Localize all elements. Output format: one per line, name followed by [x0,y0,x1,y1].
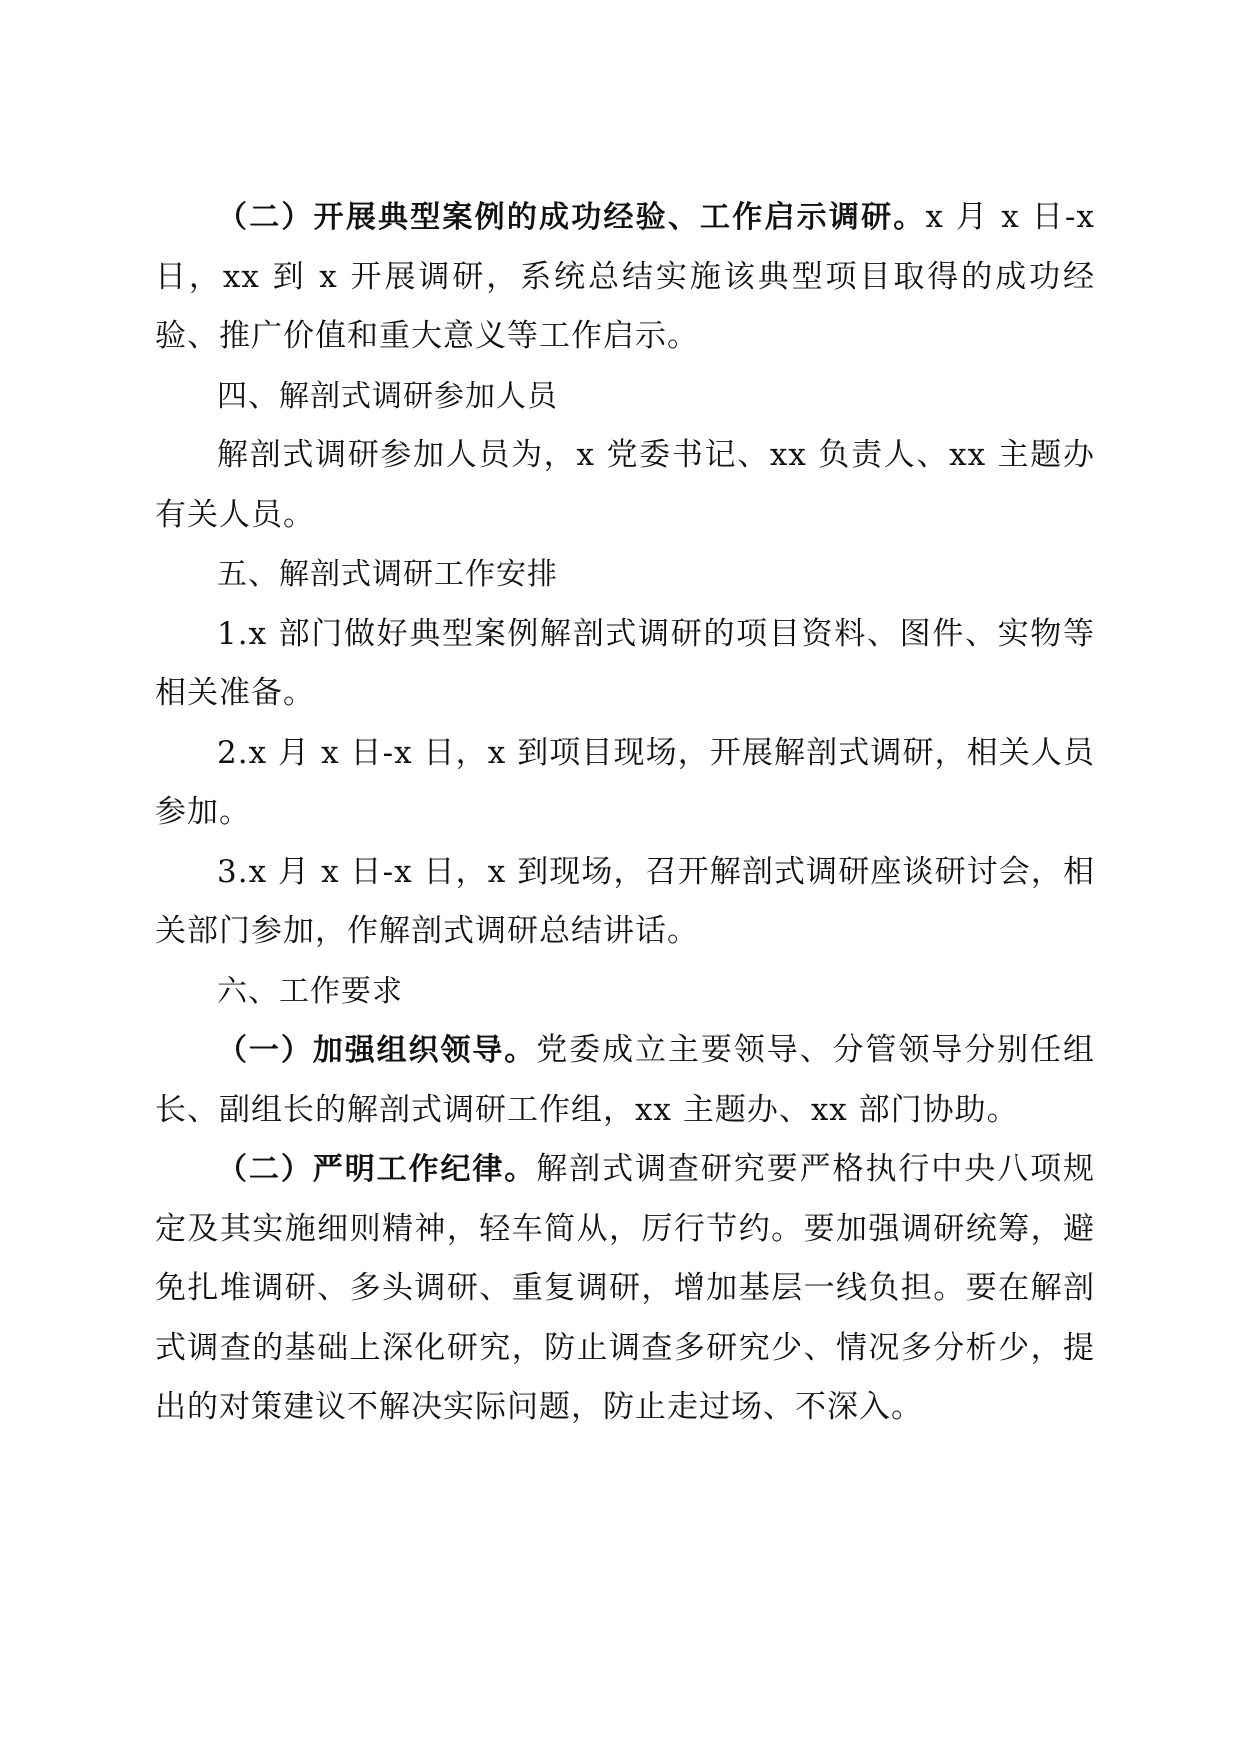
list-item-arrangement-1: 1.x 部门做好典型案例解剖式调研的项目资料、图件、实物等相关准备。 [155,615,1095,711]
section-heading-requirements: 六、工作要求 [217,973,403,1009]
paragraph-requirement-discipline [155,1140,1095,1438]
paragraph-lead: （一）加强组织领导。 [217,1033,537,1068]
paragraph-typical-case-research [155,188,1095,367]
paragraph-body: 解剖式调查研究要严格执行中央八项规定及其实施细则精神，轻车简从，厉行节约。要加强调研统筹，避免扎堆调研、多头调研、重复调研，增加基层一线负担。要在解剖式调查的基础上深化研究，防止调查多研究少、情况多分析少，提出的对策建议不解决实际问题，防止走过场、不深入。 [155,1151,1096,1425]
list-item-arrangement-2: 2.x 月 x 日-x 日，x 到项目现场，开展解剖式调研，相关人员参加。 [155,734,1095,830]
document-page [155,188,1095,1438]
section-heading-arrangements: 五、解剖式调研工作安排 [217,557,558,592]
paragraph-body: x 月 x 日-x 日，xx 到 x 开展调研，系统总结实施该典型项目取得的成功经验、推广价值和重大意义等工作启示。 [155,199,1095,354]
paragraph-participants: 解剖式调研参加人员为，x 党委书记、xx 负责人、xx 主题办有关人员。 [155,437,1095,533]
paragraph-lead: （二）开展典型案例的成功经验、工作启示调研。 [217,200,926,235]
paragraph-requirement-leadership [155,1021,1095,1140]
paragraph-lead: （二）严明工作纪律。 [217,1152,537,1187]
section-heading-participants: 四、解剖式调研参加人员 [217,378,558,414]
list-item-arrangement-3: 3.x 月 x 日-x 日，x 到现场，召开解剖式调研座谈研讨会，相关部门参加，作解剖式调研总结讲话。 [155,853,1095,949]
paragraph-body: 党委成立主要领导、分管领导分别任组长、副组长的解剖式调研工作组，xx 主题办、xx 部门协助。 [155,1032,1096,1128]
